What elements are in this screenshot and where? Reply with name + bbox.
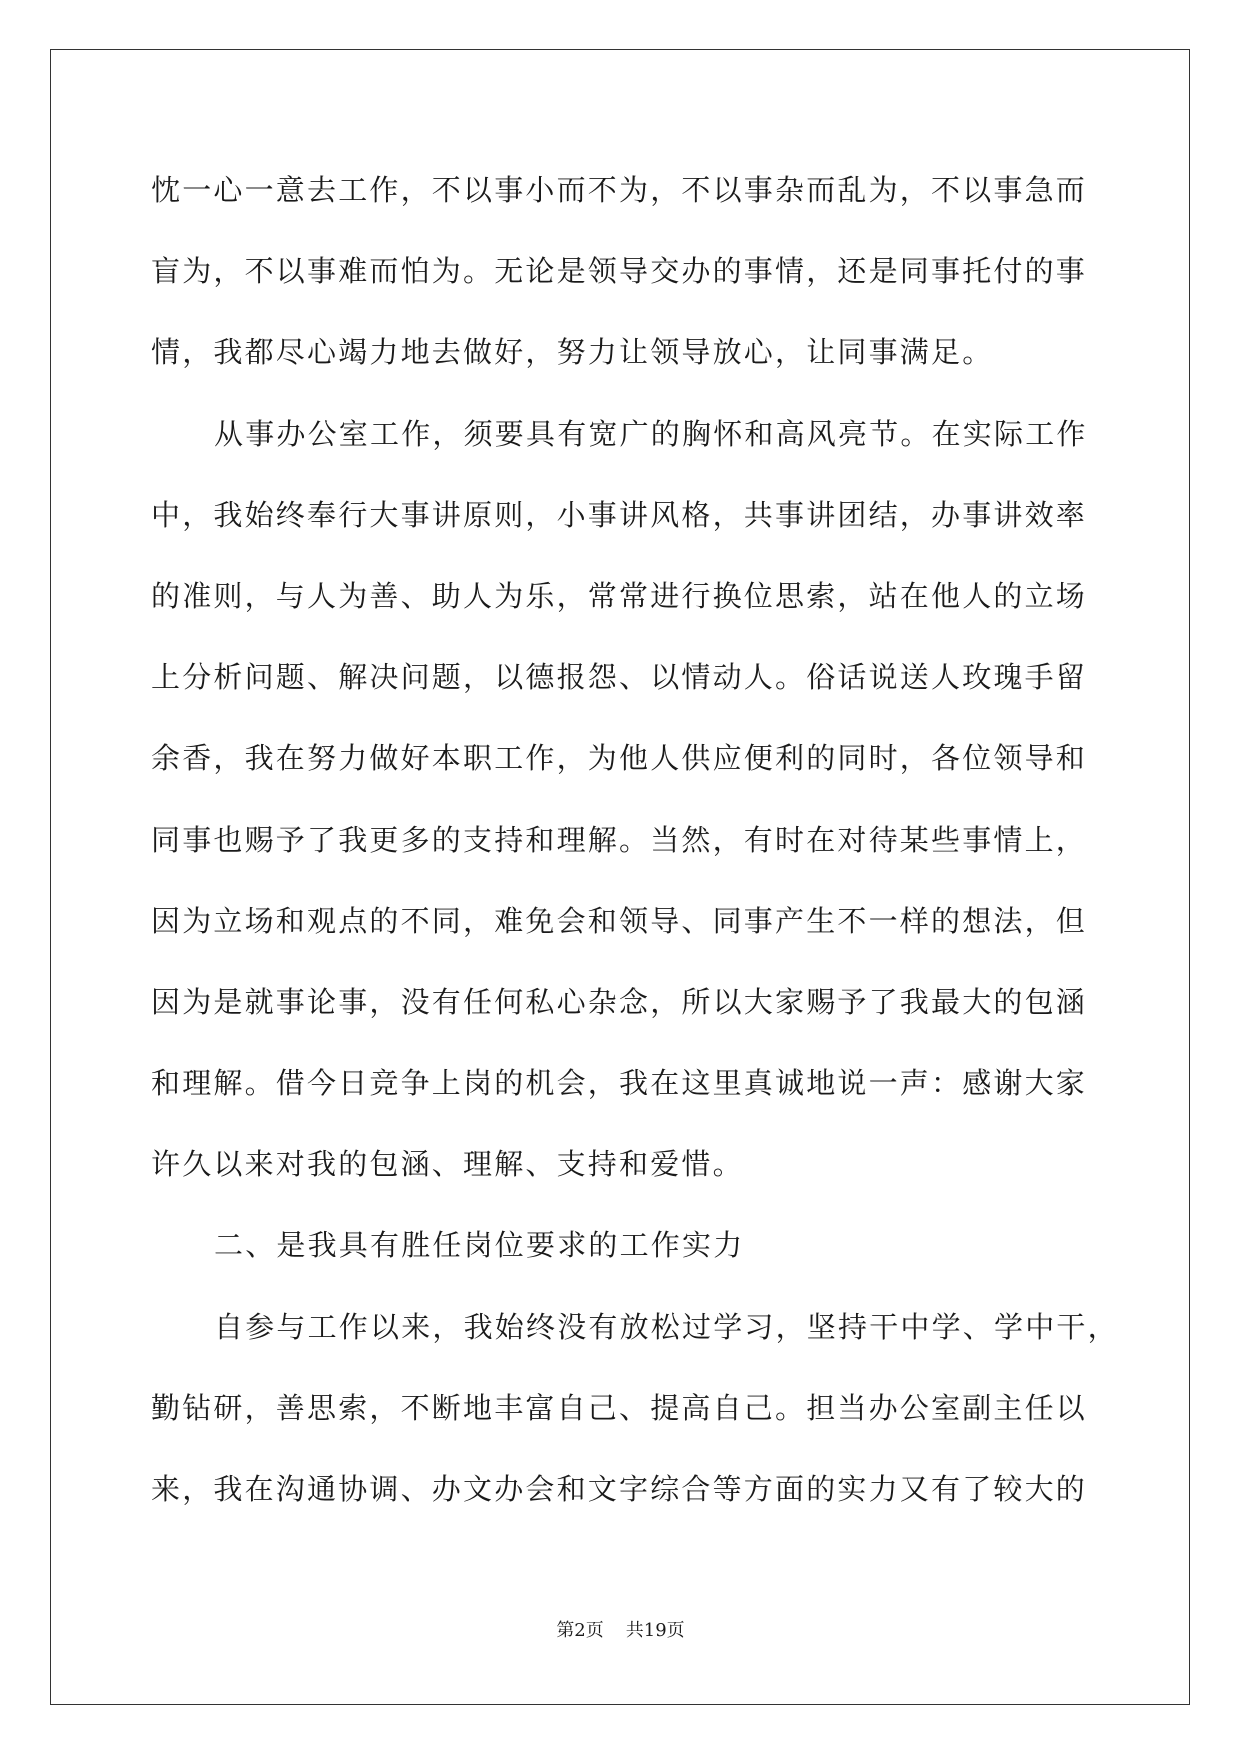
section-heading: 二、是我具有胜任岗位要求的工作实力 bbox=[214, 1228, 745, 1263]
paragraph-start-line: 从事办公室工作，须要具有宽广的胸怀和高风亮节。在实际工作 bbox=[214, 416, 1088, 451]
document-body bbox=[151, 150, 1119, 1530]
text-line: 上分析问题、解决问题，以德报怨、以情动人。俗话说送人玫瑰手留 bbox=[151, 660, 1088, 695]
text-line: 余香，我在努力做好本职工作，为他人供应便利的同时，各位领导和 bbox=[151, 741, 1088, 776]
text-line: 许久以来对我的包涵、理解、支持和爱惜。 bbox=[151, 1147, 744, 1182]
text-line: 中，我始终奉行大事讲原则，小事讲风格，共事讲团结，办事讲效率 bbox=[151, 497, 1088, 532]
page-total: 共19页 bbox=[625, 1620, 685, 1641]
text-line: 因为是就事论事，没有任何私心杂念，所以大家赐予了我最大的包涵 bbox=[151, 984, 1088, 1019]
text-line: 同事也赐予了我更多的支持和理解。当然，有时在对待某些事情上， bbox=[151, 822, 1088, 857]
text-line: 盲为，不以事难而怕为。无论是领导交办的事情，还是同事托付的事 bbox=[151, 254, 1088, 289]
text-line: 勤钻研，善思索，不断地丰富自己、提高自己。担当办公室副主任以 bbox=[151, 1390, 1088, 1425]
text-line: 和理解。借今日竞争上岗的机会，我在这里真诚地说一声：感谢大家 bbox=[151, 1066, 1088, 1101]
text-line: 情，我都尽心竭力地去做好，努力让领导放心，让同事满足。 bbox=[151, 335, 994, 370]
page-footer bbox=[0, 1616, 1241, 1642]
text-line: 忱一心一意去工作，不以事小而不为，不以事杂而乱为，不以事急而 bbox=[151, 173, 1088, 207]
paragraph-start-line: 自参与工作以来，我始终没有放松过学习，坚持干中学、学中干， bbox=[214, 1309, 1119, 1344]
text-line: 因为立场和观点的不同，难免会和领导、同事产生不一样的想法，但 bbox=[151, 903, 1088, 938]
page-number: 第2页 bbox=[556, 1620, 604, 1641]
text-line: 来，我在沟通协调、办文办会和文字综合等方面的实力又有了较大的 bbox=[151, 1472, 1088, 1506]
text-line: 的准则，与人为善、助人为乐，常常进行换位思索，站在他人的立场 bbox=[151, 578, 1088, 613]
